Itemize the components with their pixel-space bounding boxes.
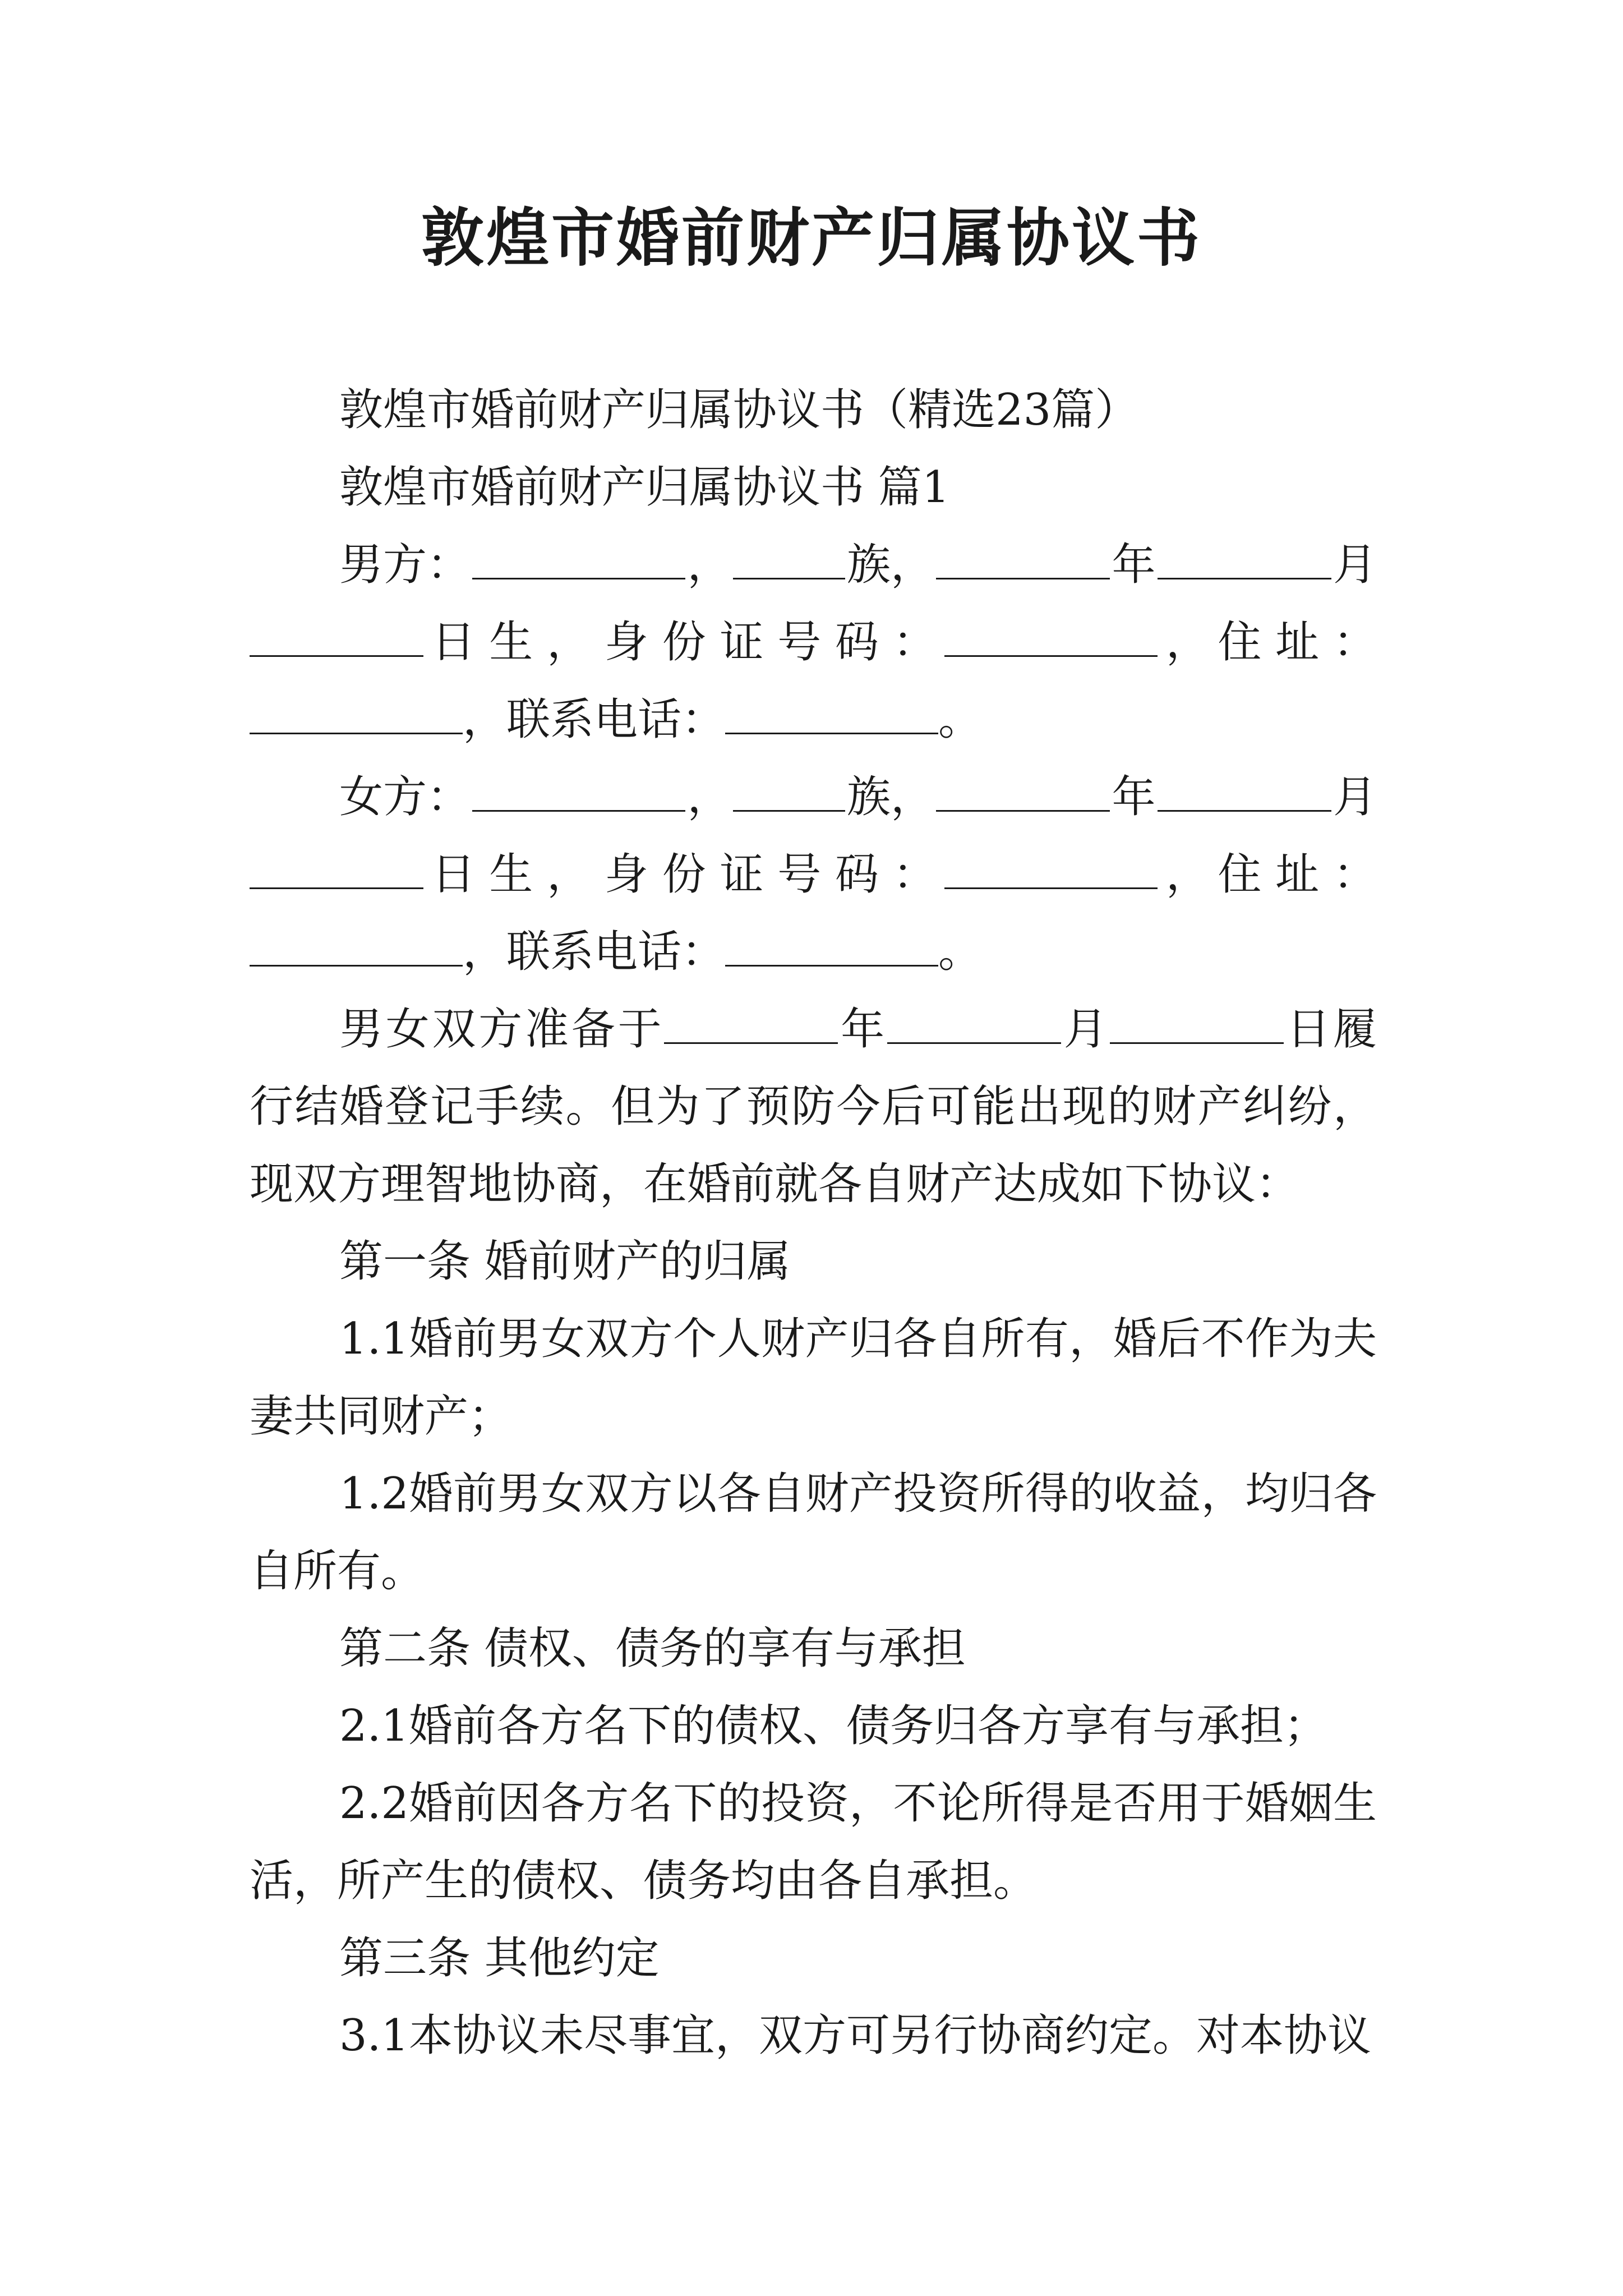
- male-born-label: 日 生 ， 身 份 证 号 码 ：: [431, 617, 937, 668]
- male-ethnic-blank: [733, 539, 845, 579]
- marriage-month-blank: [887, 1003, 1061, 1044]
- article-1-heading: 第一条 婚前财产的归属: [339, 1236, 791, 1287]
- female-party-block: [250, 758, 1377, 991]
- marriage-year-blank: [664, 1003, 838, 1044]
- male-year-blank: [936, 539, 1110, 579]
- male-id-blank: [944, 616, 1158, 657]
- female-address-label: 住 址 ：: [1218, 849, 1377, 900]
- article-2-heading: 第二条 债权、债务的享有与承担: [339, 1623, 966, 1674]
- female-name-blank: [472, 771, 685, 812]
- female-address-blank: [250, 926, 463, 967]
- female-day-blank: [250, 848, 423, 889]
- marriage-paragraph: [250, 991, 1377, 1223]
- section-heading: 敦煌市婚前财产归属协议书 篇1: [339, 462, 950, 513]
- female-comma: ，: [687, 772, 731, 822]
- male-comma2: ，: [1165, 617, 1210, 668]
- male-phone-label: ，联系电话：: [463, 694, 726, 745]
- female-ethnic-blank: [733, 771, 845, 812]
- clause-1-1: 1.1婚前男女双方个人财产归各自所有，婚后不作为夫妻共同财产；: [250, 1314, 1377, 1442]
- male-address-blank: [250, 693, 463, 734]
- marriage-lead: 男女双方准备于: [339, 1004, 665, 1055]
- marriage-day-blank: [1110, 1003, 1284, 1044]
- clause-3-1: 3.1本协议未尽事宜，双方可另行协商约定。对本协议: [339, 2010, 1372, 2061]
- document-body: [250, 371, 1377, 2074]
- female-ethnic-label: 族，: [846, 772, 934, 822]
- female-month-blank: [1158, 771, 1331, 812]
- female-phone-label: ，联系电话：: [463, 927, 726, 977]
- clause-1-2: 1.2婚前男女双方以各自财产投资所得的收益，均归各自所有。: [250, 1469, 1377, 1596]
- male-phone-blank: [725, 693, 938, 734]
- female-year-blank: [936, 771, 1110, 812]
- male-name-blank: [472, 539, 685, 579]
- clause-2-1: 2.1婚前各方名下的债权、债务归各方享有与承担；: [339, 1701, 1328, 1751]
- marriage-rest: 日履行结婚登记手续。但为了预防今后可能出现的财产纠纷，现双方理智地协商，在婚前就各自财产达成如下协议：: [250, 1004, 1377, 1209]
- male-comma: ，: [687, 540, 731, 590]
- document-title: 敦煌市婚前财产归属协议书: [421, 201, 1202, 275]
- male-year-label: 年: [1112, 540, 1156, 590]
- female-id-blank: [944, 848, 1158, 889]
- female-year-label: 年: [1112, 772, 1156, 822]
- female-comma2: ，: [1165, 849, 1210, 900]
- male-month-label: 月: [1332, 540, 1377, 590]
- female-month-label: 月: [1332, 772, 1377, 822]
- male-address-label: 住 址 ：: [1218, 617, 1377, 668]
- male-party-block: [250, 526, 1377, 758]
- female-phone-blank: [725, 926, 938, 967]
- female-born-label: 日 生 ， 身 份 证 号 码 ：: [431, 849, 937, 900]
- female-end: 。: [938, 927, 983, 977]
- male-day-blank: [250, 616, 423, 657]
- male-end: 。: [938, 694, 983, 745]
- male-month-blank: [1158, 539, 1331, 579]
- marriage-year-label: 年: [838, 1004, 887, 1055]
- female-label: 女方：: [339, 772, 471, 822]
- article-3-heading: 第三条 其他约定: [339, 1933, 660, 1984]
- subtitle: 敦煌市婚前财产归属协议书（精选23篇）: [339, 385, 1139, 435]
- clause-2-2: 2.2婚前因各方名下的投资，不论所得是否用于婚姻生活，所产生的债权、债务均由各自承担。: [250, 1778, 1377, 1906]
- marriage-month-label: 月: [1061, 1004, 1110, 1055]
- male-ethnic-label: 族，: [846, 540, 934, 590]
- male-label: 男方：: [339, 540, 471, 590]
